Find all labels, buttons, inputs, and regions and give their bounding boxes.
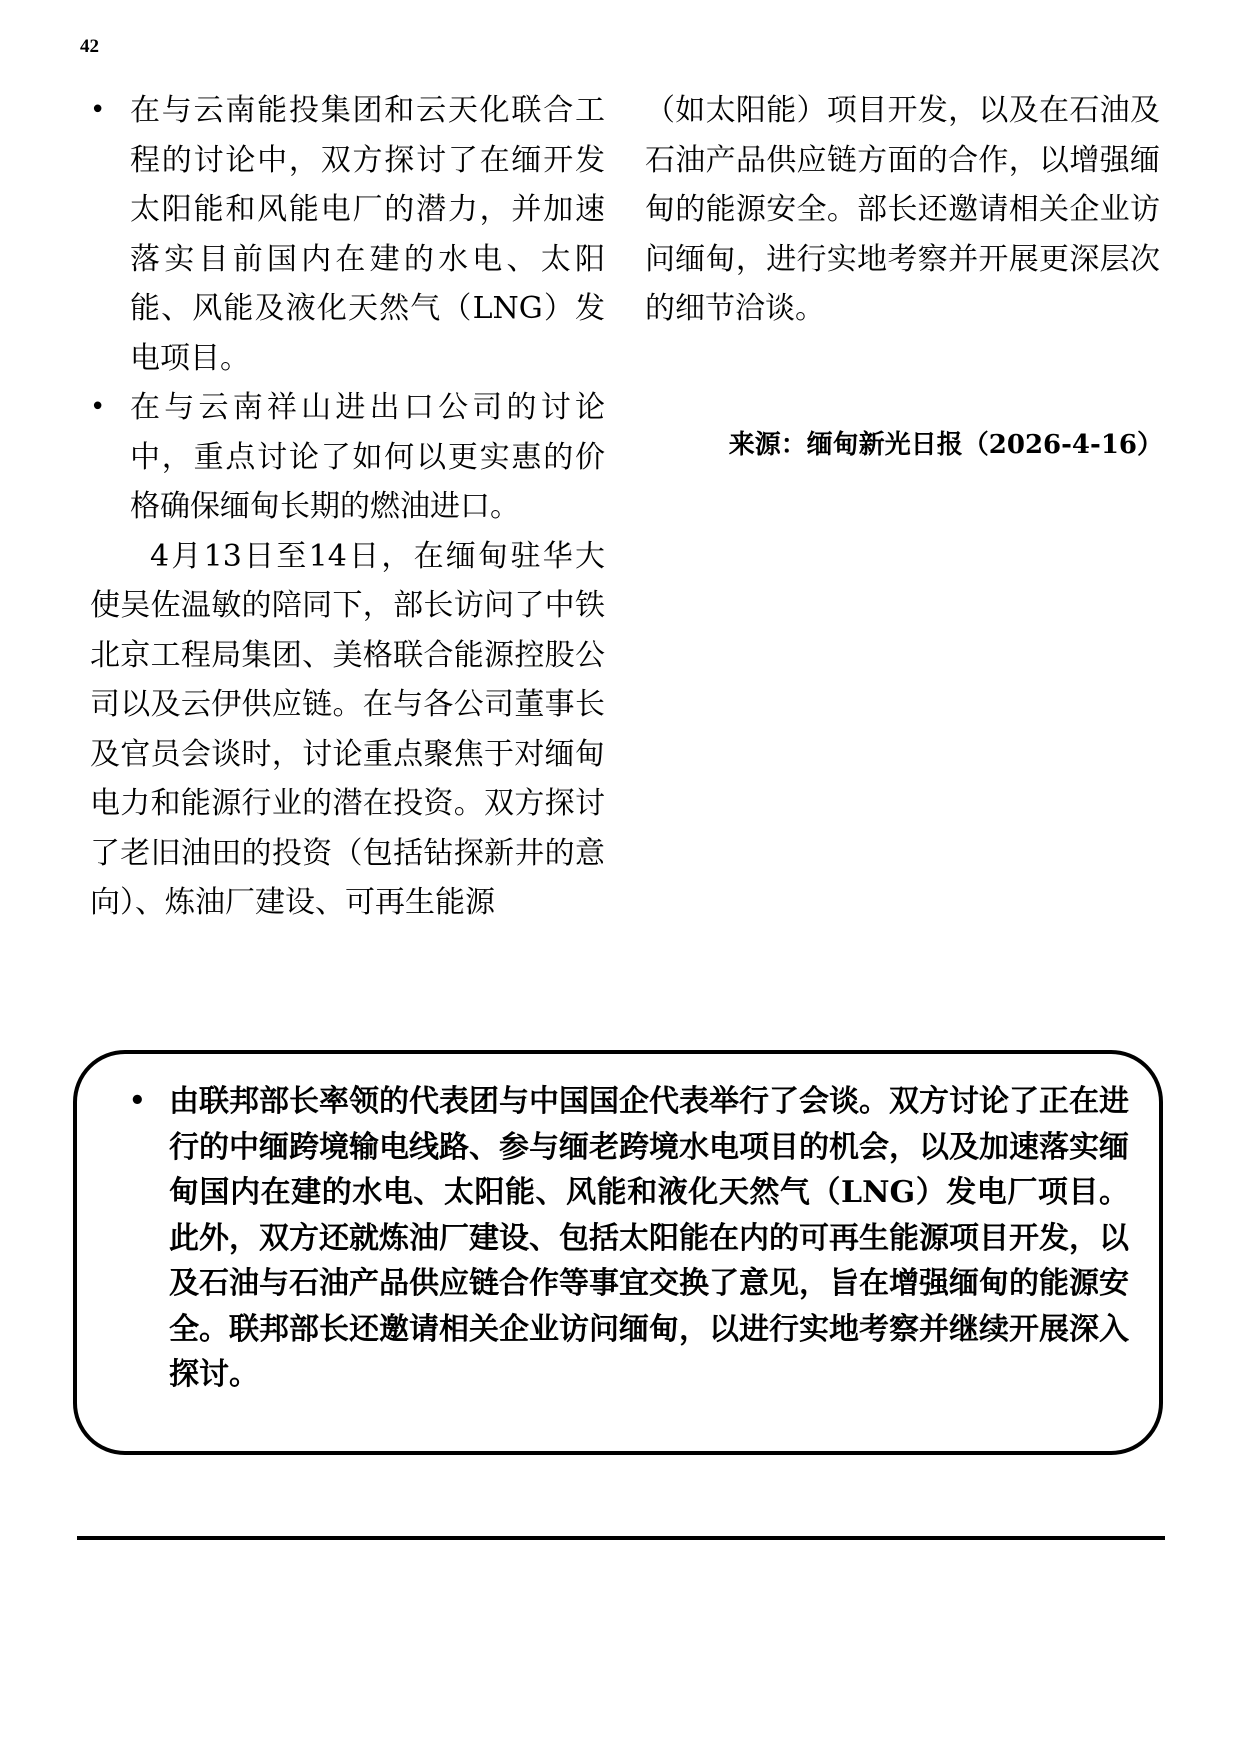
bullet-icon: • — [90, 95, 106, 125]
page-number: 42 — [80, 36, 99, 57]
bullet-item — [90, 383, 605, 532]
bullet-text: 在与云南能投集团和云天化联合工程的讨论中，双方探讨了在缅开发太阳能和风能电厂的潜力，并加速落实目前国内在建的水电、太阳能、风能及液化天然气（LNG）发电项目。 — [130, 93, 605, 376]
bullet-text: 在与云南祥山进出口公司的讨论中，重点讨论了如何以更实惠的价格确保缅甸长期的燃油进口。 — [130, 390, 605, 524]
right-column — [645, 86, 1160, 334]
bullet-item — [90, 86, 605, 383]
body-paragraph: 4月13日至14日，在缅甸驻华大使吴佐温敏的陪同下，部长访问了中铁北京工程局集团、美格联合能源控股公司以及云伊供应链。在与各公司董事长及官员会谈时，讨论重点聚焦于对缅甸电力和能源行业的潜在投资。双方探讨了老旧油田的投资（包括钻探新井的意向）、炼油厂建设、可再生能源 — [90, 538, 605, 920]
bottom-divider — [77, 1536, 1165, 1540]
summary-text: 由联邦部长率领的代表团与中国国企代表举行了会谈。双方讨论了正在进行的中缅跨境输电线路、参与缅老跨境水电项目的机会，以及加速落实缅甸国内在建的水电、太阳能、风能和液化天然气（LNG）发电厂项目。此外，双方还就炼油厂建设、包括太阳能在内的可再生能源项目开发，以及石油与石油产品供应链合作等事宜交换了意见，旨在增强缅甸的能源安全。联邦部长还邀请相关企业访问缅甸，以进行实地考察并继续开展深入探讨。 — [169, 1084, 1129, 1392]
summary-bullet-item — [129, 1079, 1129, 1398]
bullet-icon: • — [129, 1086, 146, 1116]
left-column — [90, 86, 605, 928]
bullet-icon: • — [90, 392, 106, 422]
body-paragraph-continued: （如太阳能）项目开发，以及在石油及石油产品供应链方面的合作，以增强缅甸的能源安全。部长还邀请相关企业访问缅甸，进行实地考察并开展更深层次的细节洽谈。 — [645, 93, 1160, 326]
source-citation: 来源：缅甸新光日报（2026-4-16） — [728, 430, 1163, 460]
summary-box — [73, 1050, 1163, 1455]
